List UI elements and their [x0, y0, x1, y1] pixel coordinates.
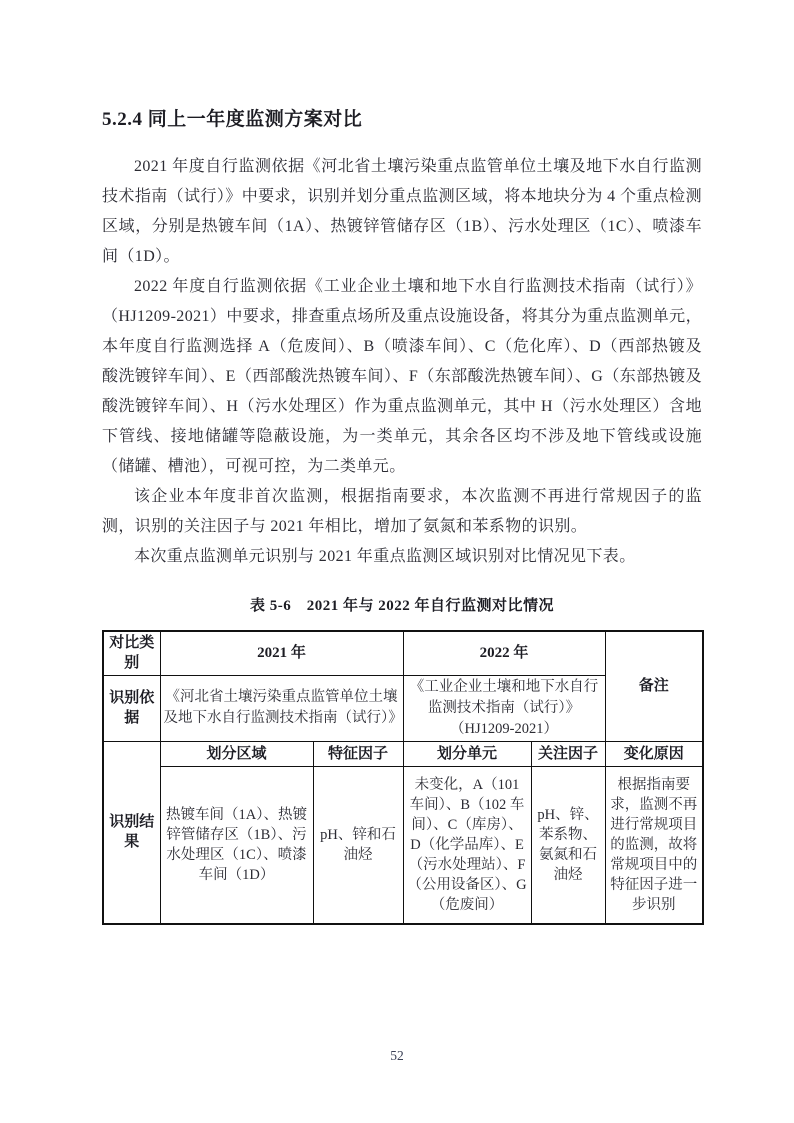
- cell-result-unit-2022: 未变化，A（101 车间）、B（102 车间）、C（库房）、D（化学品库）、E（污水处理站）、F（公用设备区）、G（危废间）: [403, 766, 531, 924]
- paragraph-non-first-monitoring: 该企业本年度非首次监测，根据指南要求，本次监测不再进行常规因子的监测，识别的关注因子与 2021 年相比，增加了氨氮和苯系物的识别。: [102, 488, 702, 535]
- section-heading-text: 5.2.4 同上一年度监测方案对比: [102, 109, 363, 130]
- cell-category-label: 对比类别: [103, 631, 160, 675]
- cell-basis-2021: 《河北省土壤污染重点监管单位土壤及地下水自行监测技术指南（试行）》: [160, 675, 403, 741]
- cell-result-label: 识别结果: [103, 741, 160, 924]
- cell-subheader-region-2021: 划分区域: [160, 741, 313, 766]
- cell-result-region-2021: 热镀车间（1A）、热镀锌管储存区（1B）、污水处理区（1C）、喷漆车间（1D）: [160, 766, 313, 924]
- cell-year-2022: 2022 年: [403, 631, 605, 675]
- cell-result-factor-2021: pH、锌和石油烃: [313, 766, 403, 924]
- table-row-subheaders: [103, 741, 703, 766]
- cell-result-reason: 根据指南要求，监测不再进行常规项目的监测，故将常规项目中的特征因子进一步识别: [605, 766, 703, 924]
- section-heading: [102, 106, 702, 134]
- paragraph-table-intro: 本次重点监测单元识别与 2021 年重点监测区域识别对比情况见下表。: [134, 548, 636, 565]
- paragraph-2021-basis: 2021 年度自行监测依据《河北省土壤污染重点监管单位土壤及地下水自行监测技术指南（试行）》中要求，识别并划分重点监测区域，将本地块分为 4 个重点检测区域，分别是热镀车间（1A）、热镀锌管储存区（1B）、污水处理区（1C）、喷漆车间（1D）。: [102, 158, 702, 265]
- paragraph-2022-basis: 2022 年度自行监测依据《工业企业土壤和地下水自行监测技术指南（试行）》（HJ1209-2021）中要求，排查重点场所及重点设施设备，将其分为重点监测单元，本年度自行监测选择 A（危废间）、B（喷漆车间）、C（危化库）、D（西部热镀及酸洗镀锌车间）、E（西部酸洗热镀车间）、F（东部酸洗热镀车间）、G（东部热镀及酸洗镀锌车间）、H（污水处理区）作为重点监测单元，其中 H（污水处理区）含地下管线、接地储罐等隐蔽设施，为一类单元，其余各区均不涉及地下管线或设施（储罐、槽池），可视可控，为二类单元。: [102, 278, 702, 475]
- cell-subheader-reason: 变化原因: [605, 741, 703, 766]
- table-caption: 表 5-6 2021 年与 2022 年自行监测对比情况: [250, 598, 554, 614]
- page-content: [102, 106, 702, 925]
- cell-subheader-unit-2022: 划分单元: [403, 741, 531, 766]
- table-row-results: [103, 766, 703, 924]
- cell-basis-2022: 《工业企业土壤和地下水自行监测技术指南（试行）》（HJ1209-2021）: [403, 675, 605, 741]
- cell-subheader-factor-2021: 特征因子: [313, 741, 403, 766]
- page-number: 52: [390, 1048, 404, 1063]
- cell-result-factor-2022: pH、锌、苯系物、氨氮和石油烃: [531, 766, 605, 924]
- cell-note-label: 备注: [605, 631, 703, 741]
- table-row-category: [103, 631, 703, 675]
- cell-basis-label: 识别依据: [103, 675, 160, 741]
- cell-year-2021: 2021 年: [160, 631, 403, 675]
- cell-subheader-factor-2022: 关注因子: [531, 741, 605, 766]
- comparison-table: [102, 630, 704, 925]
